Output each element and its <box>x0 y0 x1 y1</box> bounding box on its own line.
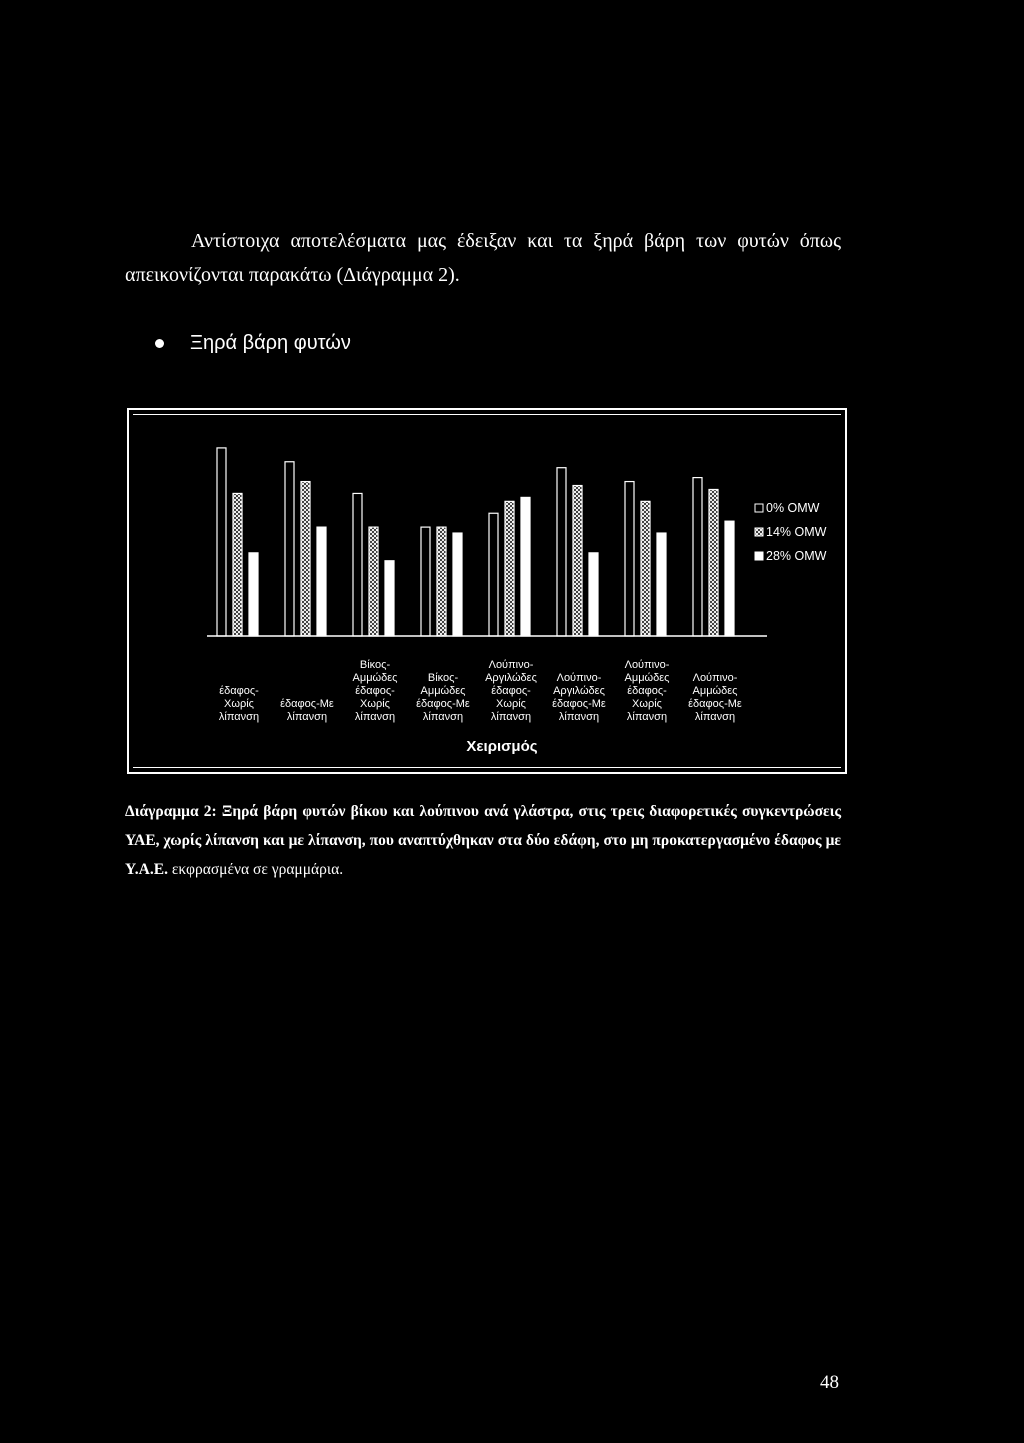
bar-2-series-1 <box>285 462 294 636</box>
bullet-icon <box>155 339 164 348</box>
legend-label-1: 0% OMW <box>766 501 820 515</box>
bar-7-series-1 <box>625 482 634 636</box>
bar-5-series-3 <box>521 497 530 636</box>
legend-swatch-2 <box>755 528 763 536</box>
caption-bold-text: Διάγραμμα 2: Ξηρά βάρη φυτών βίκου και λούπινου ανά γλάστρα, στις τρεις διαφορετικές συγκεντρώσεις ΥΑΕ, χωρίς λίπανση και με λίπανση, που αναπτύχθηκαν στα δύο εδάφη, στο μη προκατεργασμένο έδαφος με Υ.Α.Ε. <box>125 803 841 878</box>
x-tick-label-6: Λούπινο-Αργιλώδες έδαφος-Με λίπανση <box>552 672 606 723</box>
bar-1-series-2 <box>233 493 242 636</box>
legend-swatch-1 <box>755 504 763 512</box>
bar-3-series-3 <box>385 561 394 636</box>
bar-4-series-2 <box>437 527 446 636</box>
legend-label-2: 14% OMW <box>766 525 827 539</box>
x-tick-labels <box>219 659 742 723</box>
bar-7-series-2 <box>641 501 650 636</box>
bar-7-series-3 <box>657 533 666 636</box>
x-tick-label-5: Λούπινο-Αργιλώδες έδαφος-Χωρίς λίπανση <box>485 659 537 723</box>
bar-2-series-2 <box>301 482 310 636</box>
bar-6-series-3 <box>589 553 598 636</box>
x-tick-label-1: έδαφος-Χωρίς λίπανση <box>218 685 260 723</box>
x-tick-label-4: Βίκος-Αμμώδες έδαφος-Με λίπανση <box>416 672 470 723</box>
x-tick-label-8: Λούπινο-Αμμώδες έδαφος-Με λίπανση <box>688 672 742 723</box>
caption-normal-text: εκφρασμένα σε γραμμάρια. <box>167 861 344 878</box>
figure-caption <box>125 797 841 884</box>
bar-8-series-3 <box>725 521 734 636</box>
legend <box>755 501 827 563</box>
bar-1-series-1 <box>217 448 226 636</box>
bar-2-series-3 <box>317 527 326 636</box>
x-axis-title: Χειρισμός <box>466 738 538 755</box>
legend-swatch-3 <box>755 552 763 560</box>
bar-8-series-2 <box>709 489 718 636</box>
x-tick-label-7: Λούπινο-Αμμώδες έδαφος-Χωρίς λίπανση <box>624 659 670 723</box>
bar-3-series-1 <box>353 493 362 636</box>
page-number: 48 <box>820 1372 839 1393</box>
bar-6-series-2 <box>573 486 582 636</box>
bar-3-series-2 <box>369 527 378 636</box>
bar-6-series-1 <box>557 468 566 636</box>
bar-5-series-2 <box>505 501 514 636</box>
bar-1-series-3 <box>249 553 258 636</box>
bars-group <box>217 448 734 636</box>
section-heading <box>155 332 351 355</box>
bar-4-series-1 <box>421 527 430 636</box>
bar-4-series-3 <box>453 533 462 636</box>
bar-8-series-1 <box>693 478 702 636</box>
dry-weight-bar-chart <box>127 408 847 774</box>
x-tick-label-2: έδαφος-Με λίπανση <box>280 698 334 723</box>
legend-label-3: 28% OMW <box>766 549 827 563</box>
body-paragraph: Αντίστοιχα αποτελέσματα μας έδειξαν και τα ξηρά βάρη των φυτών όπως απεικονίζονται παρακάτω (Διάγραμμα 2). <box>125 230 841 286</box>
section-heading-text: Ξηρά βάρη φυτών <box>190 332 351 354</box>
bar-5-series-1 <box>489 513 498 636</box>
x-tick-label-3: Βίκος-Αμμώδες έδαφος-Χωρίς λίπανση <box>352 659 398 723</box>
